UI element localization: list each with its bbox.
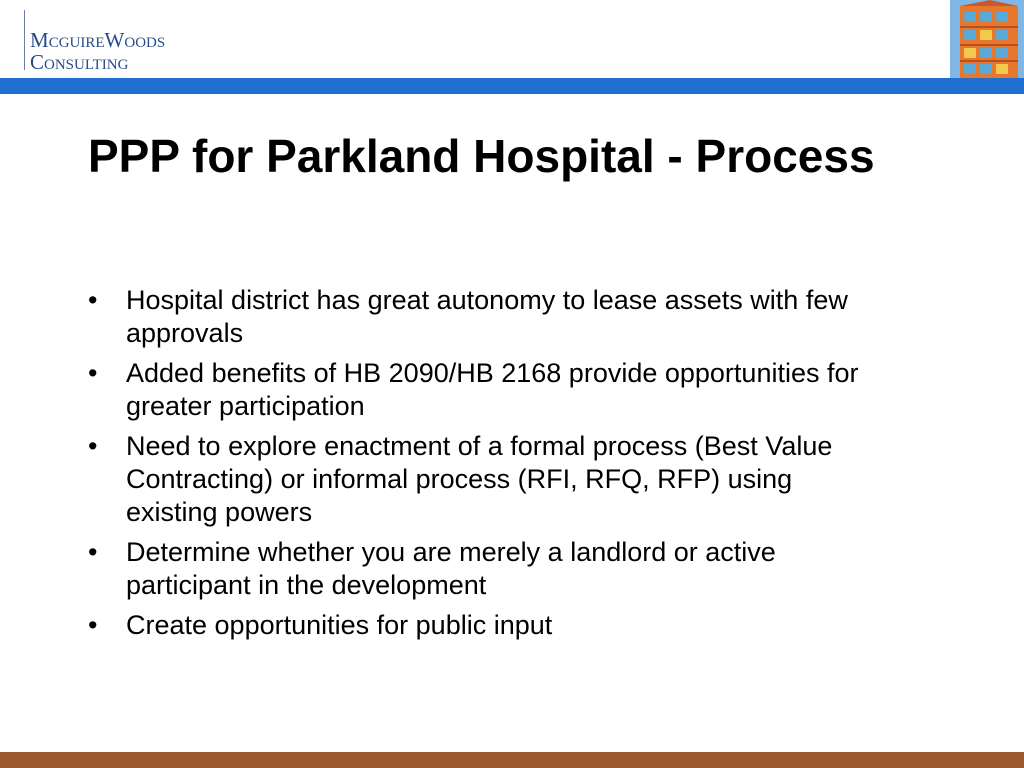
slide-title: PPP for Parkland Hospital - Process bbox=[88, 130, 875, 182]
logo-line-consulting: CONSULTING bbox=[30, 50, 129, 74]
slide-header bbox=[0, 0, 1024, 78]
bullet-text: Hospital district has great autonomy to lease assets with few approvals bbox=[126, 285, 848, 348]
building-illustration-icon bbox=[950, 0, 1024, 78]
bullet-dot-icon: • bbox=[88, 537, 98, 567]
bullet-list bbox=[88, 284, 888, 649]
bullet-text: Added benefits of HB 2090/HB 2168 provide opportunities for greater participation bbox=[126, 358, 859, 421]
bullet-dot-icon: • bbox=[88, 285, 98, 315]
bullet-text: Need to explore enactment of a formal process (Best Value Contracting) or informal process (RFI, RFQ, RFP) using existing powers bbox=[126, 431, 833, 527]
bullet-dot-icon: • bbox=[88, 431, 98, 461]
bullet-item bbox=[88, 609, 888, 642]
bullet-dot-icon: • bbox=[88, 358, 98, 388]
bullet-dot-icon: • bbox=[88, 610, 98, 640]
logo-divider bbox=[24, 10, 25, 70]
bullet-item bbox=[88, 430, 888, 529]
bullet-text: Create opportunities for public input bbox=[126, 610, 553, 640]
footer-brown-band bbox=[0, 752, 1024, 768]
logo-line-company: MCGUIREWOODS bbox=[30, 28, 166, 52]
bullet-item bbox=[88, 536, 888, 602]
mcguirewoods-logo bbox=[24, 10, 194, 74]
header-blue-band bbox=[0, 78, 1024, 94]
bullet-text: Determine whether you are merely a landlord or active participant in the development bbox=[126, 537, 776, 600]
bullet-item bbox=[88, 357, 888, 423]
bullet-item bbox=[88, 284, 888, 350]
